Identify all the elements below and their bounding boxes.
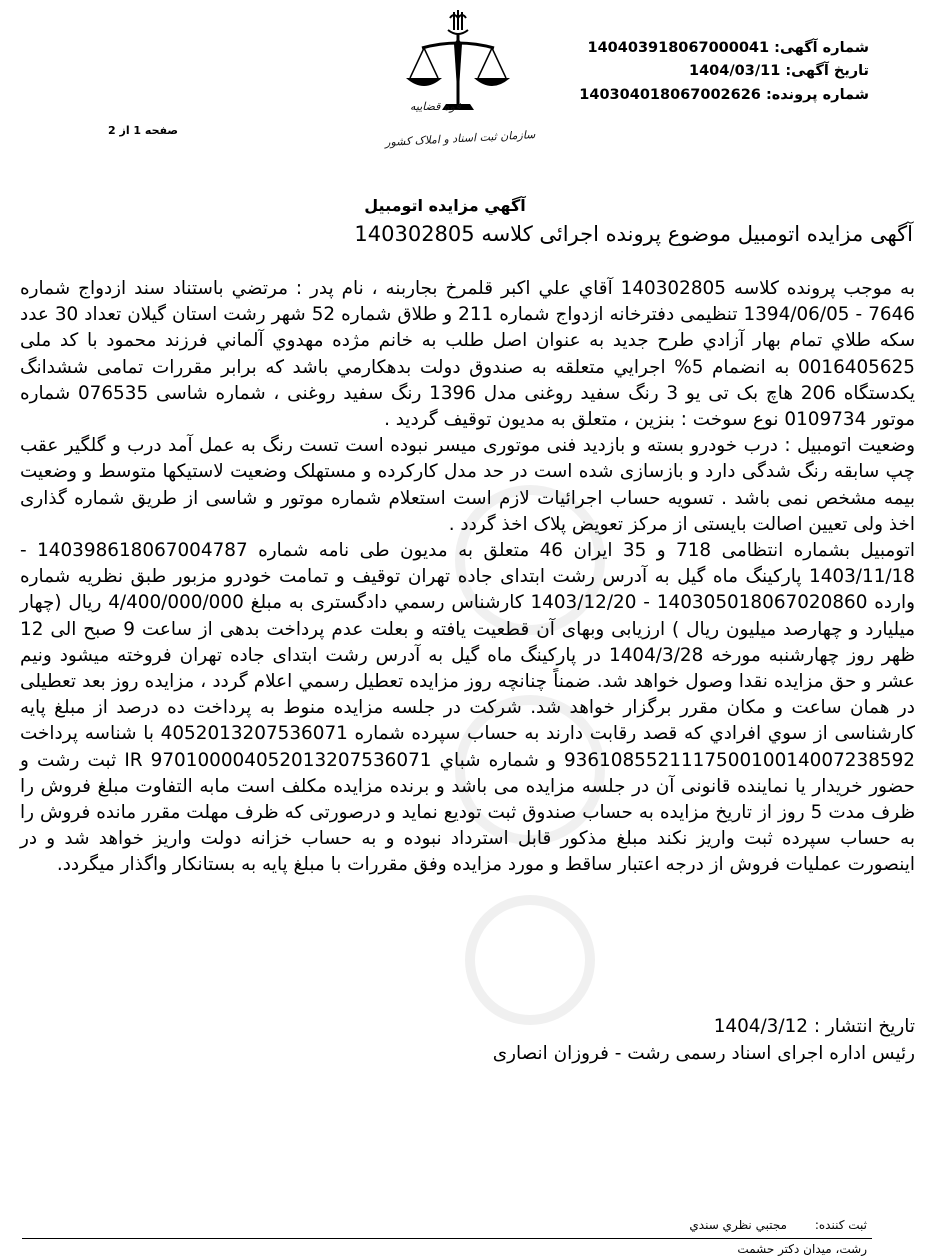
announcement-body — [20, 276, 915, 879]
ad-date-label: تاریخ آگهی: — [785, 63, 869, 79]
case-number-label: شماره پرونده: — [765, 87, 869, 103]
ad-number-label: شماره آگهی: — [774, 40, 869, 56]
logo-caption-judiciary: قوه قضاییه — [410, 100, 461, 113]
paragraph-case: به موجب پرونده كلاسه 140302805 آقاي علي اكبر قلمرخ بجاربنه ، نام پدر : مرتضي باستناد سند ازدواج شماره 7646 - 1394/06/05 تنظيمی دفترخانه ازدواج شماره 211 و طلاق شماره 52 شهر رشت استان گيلان تعداد 30 عدد سكه طلاي تمام بهار آزادي طرح جديد به عنوان اصل طلب به خانم مژده مهدوي آلماني فرزند محمود با كد ملی 0016405625 به انضمام 5% اجرايي متعلقه به صندوق دولت بدهكارمي باشد كه برابر مقررات تمامی ششدانگ يكدستگاه 206 هاچ بک تی يو 3 رنگ سفيد روغنی مدل 1396 رنگ سفيد روغنی ، شماره شاسی 076535 شماره موتور 0109734 نوع سوخت : بنزين ، متعلق به مديون توقيف گرديد . — [20, 278, 915, 431]
document-title: آگهي مزايده اتومبيل — [364, 196, 526, 215]
page-indicator: صفحه 1 از 2 — [108, 124, 179, 137]
registrar-label: ثبت کننده: — [814, 1218, 867, 1232]
footer-address: رشت، ميدان دكتر حشمت — [737, 1242, 867, 1256]
paragraph-vehicle-condition: وضعيت اتومبيل : درب خودرو بسته و بازديد فنی موتوری ميسر نبوده است تست رنگ به عمل آمد درب و گلگير عقب چپ سابقه رنگ شدگی دارد و بازسازی شده است در حد مدل كاركرده و مستهلک وضعيت لاستيكها متوسط و وضعيت بيمه مشخص نمی باشد . تسويه حساب اجرائيات لازم است استعلام شماره موتور و شاسی از طريق شماره گذاری اخذ ولی تعيين اصالت بايستی از مركز تعويض پلاک اخذ گردد . — [20, 435, 915, 535]
signature-line: رئيس اداره اجرای اسناد رسمی رشت - فروزان انصاری — [492, 1043, 915, 1064]
ad-date-value: 1404/03/11 — [689, 63, 781, 79]
ad-date-row — [689, 63, 869, 79]
case-number-value: 140304018067002626 — [579, 87, 761, 103]
ad-number-value: 140403918067000041 — [587, 40, 770, 56]
footer-divider — [22, 1238, 872, 1239]
case-number-row — [579, 87, 869, 103]
publish-date: تاريخ انتشار : 1404/3/12 — [713, 1016, 915, 1037]
registrar-name: مجتبي نظري سندي — [689, 1218, 787, 1232]
ad-number-row — [588, 40, 870, 56]
document-subtitle: آگهی مزایده اتومبیل موضوع پرونده اجرائی کلاسه 140302805 — [354, 222, 913, 246]
paragraph-auction-terms: اتومبيل بشماره انتظامی 718 و 35 ايران 46 متعلق به مديون طی نامه شماره 140398618067004787 - 1403/11/18 پاركينگ ماه گيل به آدرس رشت ابتدای جاده تهران توقيف و تمامت خودرو مزبور طبق نظريه شماره وارده 140305018067020860 - 1403/12/20 كارشناس رسمي دادگستری به مبلغ 4/400/000/000 ريال (چهار ميليارد و چهارصد ميليون ريال ) ارزيابی وبهای آن قطعيت يافته و بعلت عدم پرداخت بدهی از ساعت 9 صبح الی 12 ظهر روز چهارشنبه مورخه 1404/3/28 در پاركينگ ماه گيل به آدرس رشت ابتدای جاده تهران فروخته ميشود ونيم عشر و حق مزايده نقدا وصول خواهد شد. ضمناً چنانچه روز مزايده تعطيل رسمي اعلام گردد ، مزايده روز بعد تعطيلی در همان ساعت و مكان مقرر برگزار خواهد شد. شركت در جلسه مزايده منوط به پرداخت ده درصد از مبلغ پايه كارشناسی از سوي افرادي كه قصد رقابت دارند به حساب سپرده شماره 4052013207536071 با شناسه پرداخت 936108552111750010014007238592 و شماره شباي IR 970100004052013207536071 ثبت رشت و حضور خريدار يا نماينده قانونی آن در جلسه مزايده می باشد و برنده مزايده مكلف است مابه التفاوت مبلغ فروش را ظرف مدت 5 روز از تاريخ مزايده به حساب صندوق ثبت توديع نمايد و درصورتی كه ظرف مهلت مقرر مانده فروش را به حساب سپرده ثبت واريز نكند مبلغ مذكور قابل استرداد نبوده و به حساب خزانه دولت واريز خواهد شد و در اينصورت عمليات فروش از درجه اعتبار ساقط و مورد مزايده وفق مقررات با مبلغ پايه به بستانكار واگذار ميگردد. — [20, 540, 915, 876]
logo-caption-registry: سازمان ثبت اسناد و املاک کشور — [384, 128, 536, 149]
